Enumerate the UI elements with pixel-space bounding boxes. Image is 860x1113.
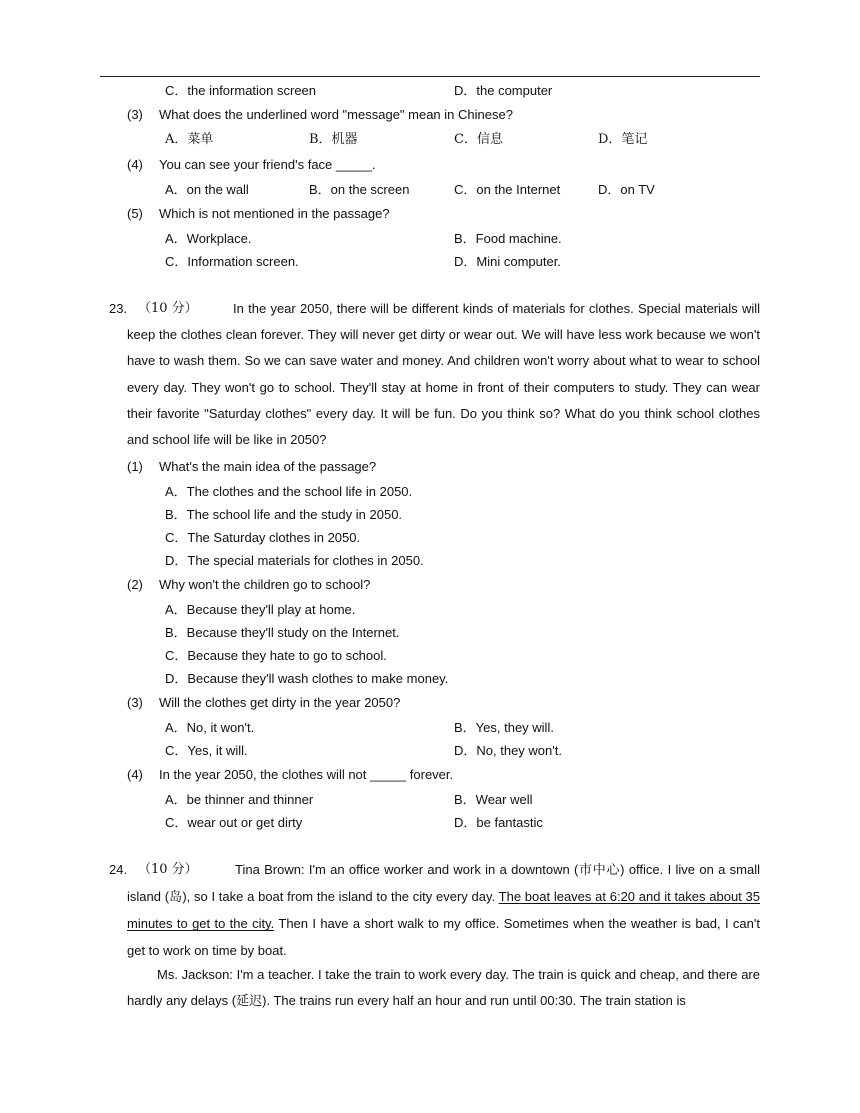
q22-5-options-cd xyxy=(0,252,860,272)
question-number: (3) xyxy=(127,107,143,122)
q22-options-cd xyxy=(0,81,860,101)
option-c: C．Information screen. xyxy=(165,254,299,269)
question-text: Which is not mentioned in the passage? xyxy=(159,206,390,221)
q22-5-options-ab xyxy=(0,229,860,249)
option-d: D．No, they won't. xyxy=(454,743,562,758)
q23-1-option-a xyxy=(0,482,860,502)
score-label: （10 分） xyxy=(138,301,198,316)
option-d: D．on TV xyxy=(598,182,655,197)
q23-1-option-b xyxy=(0,505,860,525)
passage-gloss: 延迟 xyxy=(236,994,263,1010)
problem-number: 23. xyxy=(109,301,128,316)
option-a: A．Because they'll play at home. xyxy=(165,602,356,617)
passage-23 xyxy=(127,296,760,453)
passage-text: will keep the clothes clean forever. They will never get dirty or wear out. We will have less work because we won't have to wash them. So we can save water and money. And children won't worry about what to wear to school every day. They won't go to school. They'll stay at home in front of their computers to study. They can wear their favorite "Saturday clothes" every day. It will be fun. Do you think so? What do you think school clothes and school life will be like in 2050? xyxy=(127,301,760,448)
q23-4-options-ab xyxy=(0,790,860,810)
option-c: C．the information screen xyxy=(165,83,317,98)
option-d: D．the computer xyxy=(454,83,553,98)
q23-2-stem xyxy=(0,575,860,595)
option-a: A．菜单 xyxy=(165,132,214,147)
q23-1-stem xyxy=(0,457,860,477)
option-a: A．be thinner and thinner xyxy=(165,792,314,807)
question-number: (4) xyxy=(127,767,143,782)
q23-1-option-d xyxy=(0,551,860,571)
problem-number: 24. xyxy=(109,862,128,877)
option-b: B．Because they'll study on the Internet. xyxy=(165,625,400,640)
question-number: (1) xyxy=(127,459,143,474)
option-d: D．Because they'll wash clothes to make money. xyxy=(165,671,449,686)
option-c: C．The Saturday clothes in 2050. xyxy=(165,530,361,545)
option-b: B．The school life and the study in 2050. xyxy=(165,507,403,522)
question-text: What's the main idea of the passage? xyxy=(159,459,377,474)
passage-text: In the year 2050, there will be different kinds of materials for clothes. Special materials xyxy=(233,301,738,316)
option-a: A．No, it won't. xyxy=(165,720,255,735)
passage-gloss: 岛 xyxy=(169,890,183,906)
q23-2-option-d xyxy=(0,669,860,689)
passage-text: Tina Brown: I'm an office worker and work in a downtown ( xyxy=(235,862,579,877)
option-c: C．信息 xyxy=(454,132,503,147)
question-text: You can see your friend's face _____. xyxy=(159,157,376,172)
passage-text: Ms. Jackson: I'm a teacher. I take the train to work every day. The train is quick and cheap, and there are hardly any delays ( xyxy=(127,967,760,1009)
option-b: B．机器 xyxy=(309,132,358,147)
option-d: D．Mini computer. xyxy=(454,254,561,269)
passage-text: ), so I take a boat from the island to the city every day. xyxy=(182,889,499,905)
q23-3-options-cd xyxy=(0,741,860,761)
option-b: B．on the screen xyxy=(309,182,410,197)
passage-24-para-2 xyxy=(127,962,760,1015)
passage-gloss: 市中心 xyxy=(578,863,621,878)
q23-1-option-c xyxy=(0,528,860,548)
question-number: (3) xyxy=(127,695,143,710)
option-a: A．on the wall xyxy=(165,182,249,197)
q23-4-stem xyxy=(0,765,860,785)
option-c: C．wear out or get dirty xyxy=(165,815,303,830)
question-text: Will the clothes get dirty in the year 2050? xyxy=(159,695,401,710)
score-label: （10 分） xyxy=(138,862,198,877)
question-number: (5) xyxy=(127,206,143,221)
option-b: B．Wear well xyxy=(454,792,533,807)
q23-3-stem xyxy=(0,693,860,713)
option-b: B．Food machine. xyxy=(454,231,562,246)
option-d: D．笔记 xyxy=(598,132,648,147)
passage-text: ) office. I live on a small island ( xyxy=(127,862,760,905)
q22-3-stem xyxy=(0,105,860,125)
option-d: D．be fantastic xyxy=(454,815,543,830)
option-a: A．The clothes and the school life in 2050. xyxy=(165,484,413,499)
option-a: A．Workplace. xyxy=(165,231,252,246)
question-text: What does the underlined word "message" mean in Chinese? xyxy=(159,107,513,122)
q22-3-options xyxy=(0,130,860,150)
option-c: C．on the Internet xyxy=(454,182,561,197)
option-b: B．Yes, they will. xyxy=(454,720,554,735)
option-c: C．Because they hate to go to school. xyxy=(165,648,387,663)
q23-2-option-b xyxy=(0,623,860,643)
option-c: C．Yes, it will. xyxy=(165,743,248,758)
option-d: D．The special materials for clothes in 2050. xyxy=(165,553,424,568)
q22-4-options xyxy=(0,180,860,200)
question-number: (4) xyxy=(127,157,143,172)
header-rule xyxy=(100,76,760,77)
q23-4-options-cd xyxy=(0,813,860,833)
passage-24-para-1 xyxy=(127,857,760,964)
question-text: In the year 2050, the clothes will not _____ forever. xyxy=(159,767,454,782)
question-number: (2) xyxy=(127,577,143,592)
passage-text: ). The trains run every half an hour and run until 00:30. The train station is xyxy=(262,993,686,1009)
q23-2-option-a xyxy=(0,600,860,620)
underlined-sentence: The boat leaves at 6:20 and it takes about 35 minutes to get to the city. xyxy=(127,889,760,932)
passage-text: Then I have a short walk to my office. Sometimes when the weather is bad, I can't get to work on time by boat. xyxy=(127,916,760,958)
question-text: Why won't the children go to school? xyxy=(159,577,371,592)
q23-3-options-ab xyxy=(0,718,860,738)
q23-2-option-c xyxy=(0,646,860,666)
q22-4-stem xyxy=(0,155,860,175)
q22-5-stem xyxy=(0,204,860,224)
